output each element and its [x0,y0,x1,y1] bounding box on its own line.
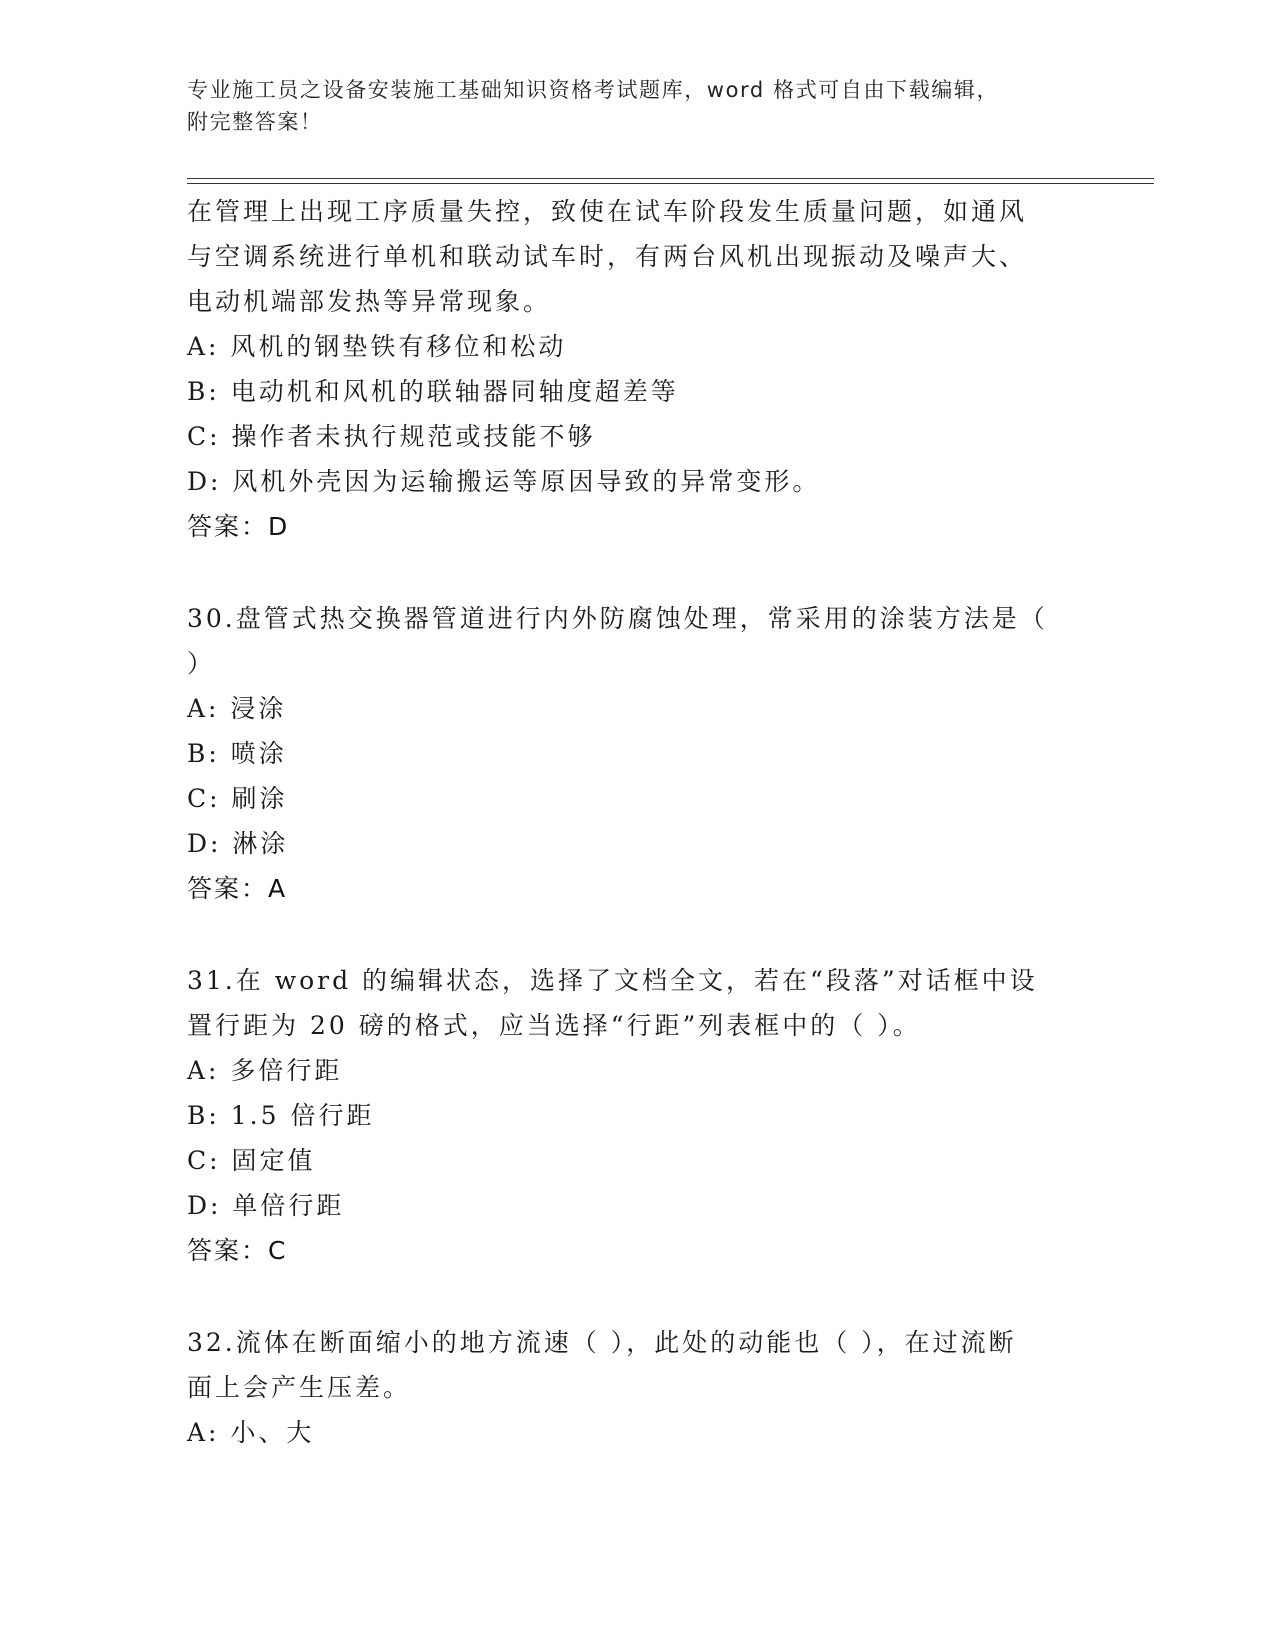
question-spacer [187,911,1087,958]
option-c: C: 操作者未执行规范或技能不够 [187,422,596,451]
option-c: C: 固定值 [187,1146,316,1175]
answer-line: 答案：C [187,1236,288,1265]
question-content [187,189,1087,1455]
option-a: A: 风机的钢垫铁有移位和松动 [187,332,567,361]
option-a: A: 多倍行距 [187,1056,343,1085]
option-a: A: 小、大 [187,1418,315,1447]
question-stem-line: 31.在 word 的编辑状态，选择了文档全文，若在“段落”对话框中设 [187,966,1038,995]
question-stem-line: 置行距为 20 磅的格式，应当选择“行距”列表框中的（ ）。 [187,1011,921,1040]
header-line-2: 附完整答案！ [187,110,323,134]
question-spacer [187,1273,1087,1320]
question-stem-line: 面上会产生压差。 [187,1373,412,1402]
option-b: B: 电动机和风机的联轴器同轴度超差等 [187,377,679,406]
document-header [187,74,1067,138]
question-30 [187,596,1087,911]
question-stem-line: ） [187,649,216,678]
answer-line: 答案：A [187,874,288,903]
question-stem-line: 在管理上出现工序质量失控，致使在试车阶段发生质量问题，如通风 [187,197,1028,226]
question-29 [187,189,1087,549]
option-d: D: 单倍行距 [187,1191,345,1220]
question-stem-line: 32.流体在断面缩小的地方流速（ ），此处的动能也（ ），在过流断 [187,1328,1017,1357]
option-d: D: 风机外壳因为运输搬运等原因导致的异常变形。 [187,467,821,496]
option-b: B: 喷涂 [187,739,287,768]
option-a: A: 浸涂 [187,694,287,723]
option-c: C: 刷涂 [187,784,288,813]
question-stem-line: 与空调系统进行单机和联动试车时，有两台风机出现振动及噪声大、 [187,242,1028,271]
question-stem-line: 30.盘管式热交换器管道进行内外防腐蚀处理，常采用的涂装方法是（ [187,604,1048,633]
option-b: B: 1.5 倍行距 [187,1101,375,1130]
header-line-1: 专业施工员之设备安装施工基础知识资格考试题库，word 格式可自由下载编辑， [187,78,1000,102]
question-31 [187,958,1087,1273]
header-rule-top [187,178,1154,179]
answer-line: 答案：D [187,512,290,541]
question-32 [187,1320,1087,1455]
header-rule-bottom [187,183,1154,184]
option-d: D: 淋涂 [187,829,289,858]
question-stem-line: 电动机端部发热等异常现象。 [187,287,552,316]
question-spacer [187,549,1087,596]
